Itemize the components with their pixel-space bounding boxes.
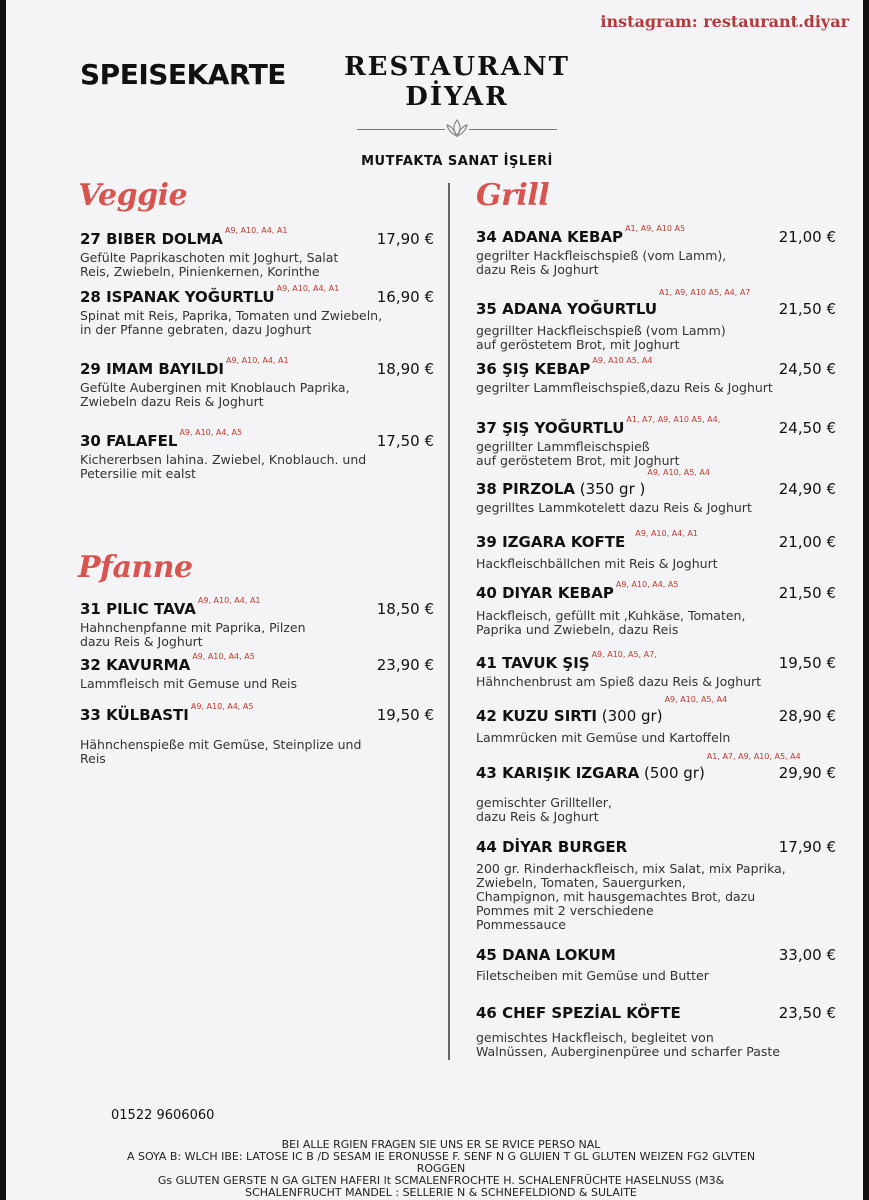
menu-item: 34 ADANA KEBAP $^{A1, A9, A10 A5}$ 21,00 € gegrilter Hackfleischspieß (vom Lamm), dazu Reis & Joghurt bbox=[476, 224, 836, 277]
item-description: gegrillter Lammfleischspieß auf geröstetem Brot, mit Joghurt bbox=[476, 439, 680, 468]
restaurant-logo bbox=[324, 52, 590, 169]
item-description: Spinat mit Reis, Paprika, Tomaten und Zwiebeln, in der Pfanne gebraten, dazu Joghurt bbox=[80, 308, 383, 337]
allergen-codes: A9, A10 A5, A4 bbox=[592, 356, 653, 365]
allergen-codes: A9, A10, A4, A5 bbox=[179, 428, 243, 437]
item-price: 17,90 € bbox=[376, 230, 434, 248]
item-price: 16,90 € bbox=[376, 288, 434, 306]
item-price: 21,50 € bbox=[778, 300, 836, 318]
allergen-codes: A9, A10, A4, A1 bbox=[276, 284, 340, 293]
item-description: Hackfleischbällchen mit Reis & Joghurt bbox=[476, 556, 718, 571]
footer-line: SCHALENFRUCHT MANDEL : SELLERIE N & SCHNEFELDIOND & SULAITE bbox=[245, 1186, 637, 1199]
item-description: Hahnchenpfanne mit Paprika, Pilzen dazu Reis & Joghurt bbox=[80, 620, 306, 649]
item-description: Kichererbsen lahina. Zwiebel, Knoblauch. und Petersilie mit ealst bbox=[80, 452, 367, 481]
column-divider bbox=[448, 183, 450, 1060]
section-title-veggie: Veggie bbox=[78, 178, 188, 213]
allergen-codes: A9, A10, A5, A7, bbox=[591, 650, 657, 659]
menu-item: 42 KUZU SIRTI (300 gr)$^{A9, A10, A5, A4}$ 28,90 € Lammrücken mit Gemüse und Kartoffeln bbox=[476, 695, 836, 745]
menu-page bbox=[6, 0, 863, 1200]
page-title: SPEISEKARTE bbox=[80, 58, 286, 91]
allergen-codes: A9, A10, A4, A1 bbox=[197, 596, 261, 605]
allergen-codes: A9, A10, A4, A1 bbox=[635, 529, 698, 538]
item-price: 24,50 € bbox=[778, 360, 836, 378]
menu-item: 35 ADANA $YOĞURTLU^{A1, A9, A10 A5, A4, A7}$ 21,50 € gegrillter Hackfleischspieß (vom Lamm) auf geröstetem Brot, mit Joghurt bbox=[476, 288, 836, 352]
footer-line: ROGGEN bbox=[416, 1162, 466, 1175]
menu-item: 28 ISPANAK YOĞURTLU $^{A9, A10, A4, A1}$ 16,90 € Spinat mit Reis, Paprika, Tomaten und Zwiebeln, in der Pfanne gebraten, dazu Joghurt bbox=[80, 284, 434, 337]
logo-line-2: DİYAR bbox=[405, 82, 509, 112]
allergen-codes: A9, A10, A4, A5 bbox=[192, 652, 255, 661]
allergen-codes: A9, A10, A4, A1 bbox=[224, 226, 288, 235]
allergen-codes: A9, A10, A4, A1 bbox=[226, 356, 289, 365]
item-description: Filetscheiben mit Gemüse und Butter bbox=[476, 968, 709, 983]
allergen-codes: A1, A7, A9, A10 A5, A4, bbox=[626, 415, 721, 424]
item-description: gegrilter Lammfleischspieß,dazu Reis & Joghurt bbox=[476, 380, 773, 395]
phone-number[interactable]: 01522 9606060 bbox=[111, 1108, 215, 1123]
item-price: 21,50 € bbox=[778, 584, 836, 602]
menu-item: 44 DİYAR BURGER 17,90 € 200 gr. Rinderhackfleisch, mix Salat, mix Paprika, Zwiebeln, Tomaten, Sauergurken, Champignon, mit hausgemachtes Brot, dazu Pommes mit 2 verschiedene Pommessauce bbox=[476, 838, 836, 932]
logo-rule bbox=[324, 118, 590, 138]
footer-line: Gs GLUTEN GERSTE N GA GLTEN HAFERI lt SCMALENFROCHTE H. SCHALENFRÜCHTE HASELNUSS (M3& bbox=[157, 1174, 725, 1187]
menu-item: 37 ŞIŞ YOĞURTLU $^{A1, A7, A9, A10 A5, A4,}$ 24,50 € gegrillter Lammfleischspieß auf geröstetem Brot, mit Joghurt bbox=[476, 415, 836, 468]
item-description: gemischter Grillteller, dazu Reis & Joghurt bbox=[476, 795, 612, 824]
item-price: 28,90 € bbox=[778, 707, 836, 725]
item-price: 23,90 € bbox=[376, 656, 434, 674]
item-price: 17,50 € bbox=[376, 432, 434, 450]
menu-item: 38 PIRZOLA (350 gr )$^{A9, A10, A5, A4}$ 24,90 € gegrilltes Lammkotelett dazu Reis & Joghurt bbox=[476, 468, 836, 515]
item-description: gemischtes Hackfleisch, begleitet von Walnüssen, Auberginenpüree und scharfer Paste bbox=[476, 1030, 780, 1059]
menu-item: 33 KÜLBASTI $^{A9, A10, A4, A5}$ 19,50 € Hähnchenspieße mit Gemüse, Steinplize und Reis bbox=[80, 702, 434, 766]
menu-item: 36 ŞIŞ KEBAP $^{A9, A10 A5, A4}$ 24,50 € gegrilter Lammfleischspieß,dazu Reis & Joghurt bbox=[476, 356, 836, 395]
section-title-grill: Grill bbox=[476, 178, 550, 213]
item-price: 19,50 € bbox=[778, 654, 836, 672]
item-description: Lammfleisch mit Gemuse und Reis bbox=[80, 676, 298, 691]
menu-item: 29 IMAM BAYILDI $^{A9, A10, A4, A1}$ 18,90 € Gefülte Auberginen mit Knoblauch Paprika, Zwiebeln dazu Reis & Joghurt bbox=[80, 356, 434, 409]
menu-item: 39 IZGARA KOFTE $^{A9, A10, A4, A1}$ 21,00 € Hackfleischbällchen mit Reis & Joghurt bbox=[476, 529, 836, 571]
item-price: 19,50 € bbox=[376, 706, 434, 724]
allergen-codes: A1, A7, A9, A10, A5, A4 bbox=[706, 752, 801, 761]
menu-item: 31 PILIC TAVA $^{A9, A10, A4, A1}$ 18,50 € Hahnchenpfanne mit Paprika, Pilzen dazu Reis & Joghurt bbox=[80, 596, 434, 649]
instagram-handle[interactable]: instagram: restaurant.diyar bbox=[600, 12, 849, 31]
allergen-codes: A1, A9, A10 A5, A4, A7 bbox=[659, 288, 751, 297]
item-price: 21,00 € bbox=[778, 228, 836, 246]
item-description: 200 gr. Rinderhackfleisch, mix Salat, mix Paprika, Zwiebeln, Tomaten, Sauergurken, Champignon, mit hausgemachtes Brot, dazu Pommes mit 2 verschiedene Pommessauce bbox=[476, 861, 786, 932]
menu-item: 46 CHEF SPEZİAL KÖFTE 23,50 € gemischtes Hackfleisch, begleitet von Walnüssen, Auberginenpüree und scharfer Paste bbox=[476, 1004, 836, 1059]
item-price: 17,90 € bbox=[778, 838, 836, 856]
item-description: Lammrücken mit Gemüse und Kartoffeln bbox=[476, 730, 731, 745]
allergen-codes: A9, A10, A4, A5 bbox=[190, 702, 254, 711]
item-description: gegrilter Hackfleischspieß (vom Lamm), dazu Reis & Joghurt bbox=[476, 248, 727, 277]
allergen-codes: A9, A10, A5, A4 bbox=[664, 695, 728, 704]
allergen-footer bbox=[96, 1139, 786, 1199]
logo-line-1: RESTAURANT bbox=[344, 52, 570, 82]
menu-item: 40 DIYAR KEBAP $^{A9, A10, A4, A5}$ 21,50 € Hackfleisch, gefüllt mit ,Kuhkäse, Tomaten, Paprika und Zwiebeln, dazu Reis bbox=[476, 580, 836, 637]
allergen-codes: A9, A10, A5, A4 bbox=[647, 468, 710, 477]
item-description: Hackfleisch, gefüllt mit ,Kuhkäse, Tomaten, Paprika und Zwiebeln, dazu Reis bbox=[476, 608, 746, 637]
item-price: 29,90 € bbox=[778, 764, 836, 782]
allergen-codes: A1, A9, A10 A5 bbox=[625, 224, 686, 233]
menu-item: 27 BIBER DOLMA $^{A9, A10, A4, A1}$ 17,90 € Gefülte Paprikaschoten mit Joghurt, Salat Reis, Zwiebeln, Pinienkernen, Korinthe bbox=[80, 226, 434, 279]
lotus-icon bbox=[444, 118, 470, 138]
item-price: 33,00 € bbox=[778, 946, 836, 964]
section-title-pfanne: Pfanne bbox=[78, 550, 193, 585]
item-price: 18,50 € bbox=[376, 600, 434, 618]
menu-item: 30 FALAFEL $^{A9, A10, A4, A5}$ 17,50 € Kichererbsen lahina. Zwiebel, Knoblauch. und Petersilie mit ealst bbox=[80, 428, 434, 481]
item-price: 23,50 € bbox=[778, 1004, 836, 1022]
menu-item: 45 DANA LOKUM 33,00 € Filetscheiben mit Gemüse und Butter bbox=[476, 946, 836, 983]
item-description: Hähnchenbrust am Spieß dazu Reis & Joghurt bbox=[476, 674, 762, 689]
menu-item: 41 TAVUK ŞIŞ $^{A9, A10, A5, A7,}$ 19,50 € Hähnchenbrust am Spieß dazu Reis & Joghurt bbox=[476, 650, 836, 689]
item-price: 24,90 € bbox=[778, 480, 836, 498]
item-price: 24,50 € bbox=[778, 419, 836, 437]
item-description: Gefülte Auberginen mit Knoblauch Paprika, Zwiebeln dazu Reis & Joghurt bbox=[80, 380, 350, 409]
item-description: Hähnchenspieße mit Gemüse, Steinplize und Reis bbox=[80, 737, 362, 766]
item-description: Gefülte Paprikaschoten mit Joghurt, Salat Reis, Zwiebeln, Pinienkernen, Korinthe bbox=[80, 250, 339, 279]
item-price: 18,90 € bbox=[376, 360, 434, 378]
menu-item: 43 KARIŞIK IZGARA (500 gr)$^{A1, A7, A9, A10, A5, A4}$ 29,90 € gemischter Grillteller, dazu Reis & Joghurt bbox=[476, 752, 836, 824]
menu-item: 32 KAVURMA $^{A9, A10, A4, A5}$ 23,90 € Lammfleisch mit Gemuse und Reis bbox=[80, 652, 434, 691]
allergen-codes: A9, A10, A4, A5 bbox=[615, 580, 679, 589]
footer-line: A SOYA B: WLCH IBE: LATOSE IC B /D SESAM IE ERONUSSE F. SENF N G GLUIEN T GL GLUTEN WEIZEN FG2 GLVTEN bbox=[126, 1150, 756, 1163]
item-description: gegrillter Hackfleischspieß (vom Lamm) auf geröstetem Brot, mit Joghurt bbox=[476, 323, 726, 352]
logo-tagline: MUTFAKTA SANAT İŞLERİ bbox=[361, 154, 553, 169]
footer-line: BEI ALLE RGIEN FRAGEN SIE UNS ER SE RVICE PERSO NAL bbox=[281, 1138, 601, 1151]
item-description: gegrilltes Lammkotelett dazu Reis & Joghurt bbox=[476, 500, 752, 515]
item-price: 21,00 € bbox=[778, 533, 836, 551]
